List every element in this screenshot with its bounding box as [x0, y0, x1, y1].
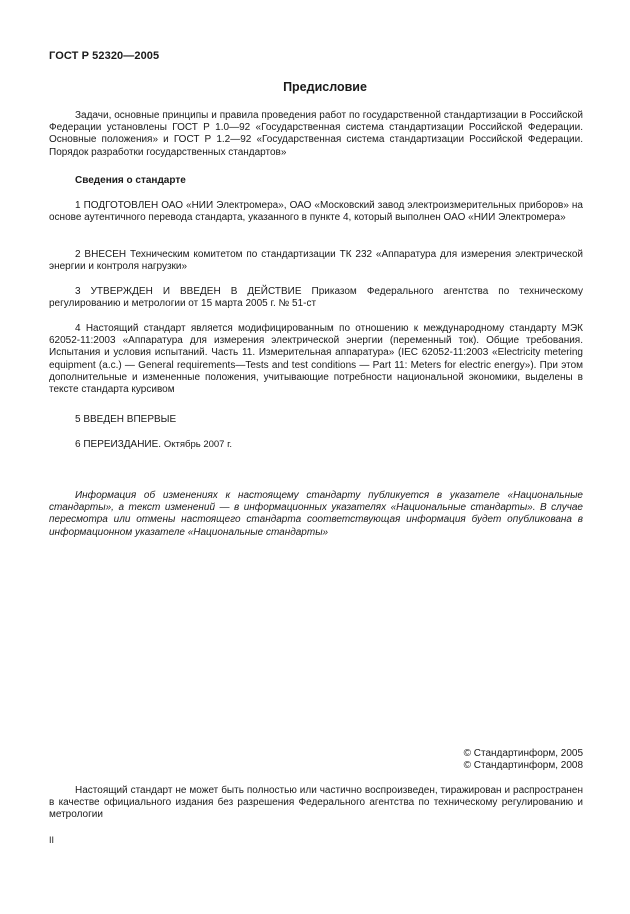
item-submitted: 2 ВНЕСЕН Техническим комитетом по стандартизации ТК 232 «Аппаратура для измерения электрической энергии и контроля нагрузки» — [49, 249, 583, 273]
page-number: II — [49, 835, 55, 845]
reproduction-notice: Настоящий стандарт не может быть полностью или частично воспроизведен, тиражирован и распространен в качестве официального издания без разрешения Федерального агентства по техническому регулированию и метрологии — [49, 785, 583, 821]
reissue-label: 6 ПЕРЕИЗДАНИЕ. — [75, 439, 162, 450]
item-reissue — [49, 439, 583, 451]
reissue-date: Октябрь 2007 г. — [163, 439, 233, 450]
intro-paragraph: Задачи, основные принципы и правила проведения работ по государственной стандартизации в Российской Федерации установлены ГОСТ Р 1.0—92 «Государственная система стандартизации Российской Федерации. Основные положения» и ГОСТ Р 1.2—92 «Государственная система стандартизации Российской Федерации. Порядок разработки государственных стандартов» — [49, 110, 583, 158]
item-prepared: 1 ПОДГОТОВЛЕН ОАО «НИИ Электромера», ОАО «Московский завод электроизмерительных приборов» на основе аутентичного перевода стандарта, указанного в пункте 4, который выполнен ОАО «НИИ Электромера» — [49, 200, 583, 224]
item-modified-standard: 4 Настоящий стандарт является модифицированным по отношению к международному стандарту МЭК 62052-11:2003 «Аппаратура для измерения электрической энергии (переменный ток). Общие требования. Испытания и условия испытаний. Часть 11. Измерительная аппаратура» (IEC 62052-11:2003 «Electricity metering equipment (a.c.) — General requirements—Tests and test conditions — Part 11: Meters for electric energy»). При этом дополнительные и измененные положения, учитывающие потребности национальной экономики, выделены в тексте стандарта курсивом — [49, 323, 583, 396]
copyright-2008: © Стандартинформ, 2008 — [463, 760, 583, 771]
section-subheading: Сведения о стандарте — [75, 175, 186, 186]
document-code: ГОСТ Р 52320—2005 — [49, 50, 160, 62]
item-first-introduced: 5 ВВЕДЕН ВПЕРВЫЕ — [75, 414, 177, 425]
copyright-2005: © Стандартинформ, 2005 — [463, 748, 583, 759]
info-notice: Информация об изменениях к настоящему стандарту публикуется в указателе «Национальные стандарты», а текст изменений — в информационных указателях «Национальные стандарты». В случае пересмотра или отмены настоящего стандарта соответствующая информация будет опубликована в информационном указателе «Национальные стандарты» — [49, 490, 583, 538]
item-approved: 3 УТВЕРЖДЕН И ВВЕДЕН В ДЕЙСТВИЕ Приказом Федерального агентства по техническому регулированию и метрологии от 15 марта 2005 г. № 51-ст — [49, 286, 583, 310]
page-title: Предисловие — [283, 80, 367, 94]
